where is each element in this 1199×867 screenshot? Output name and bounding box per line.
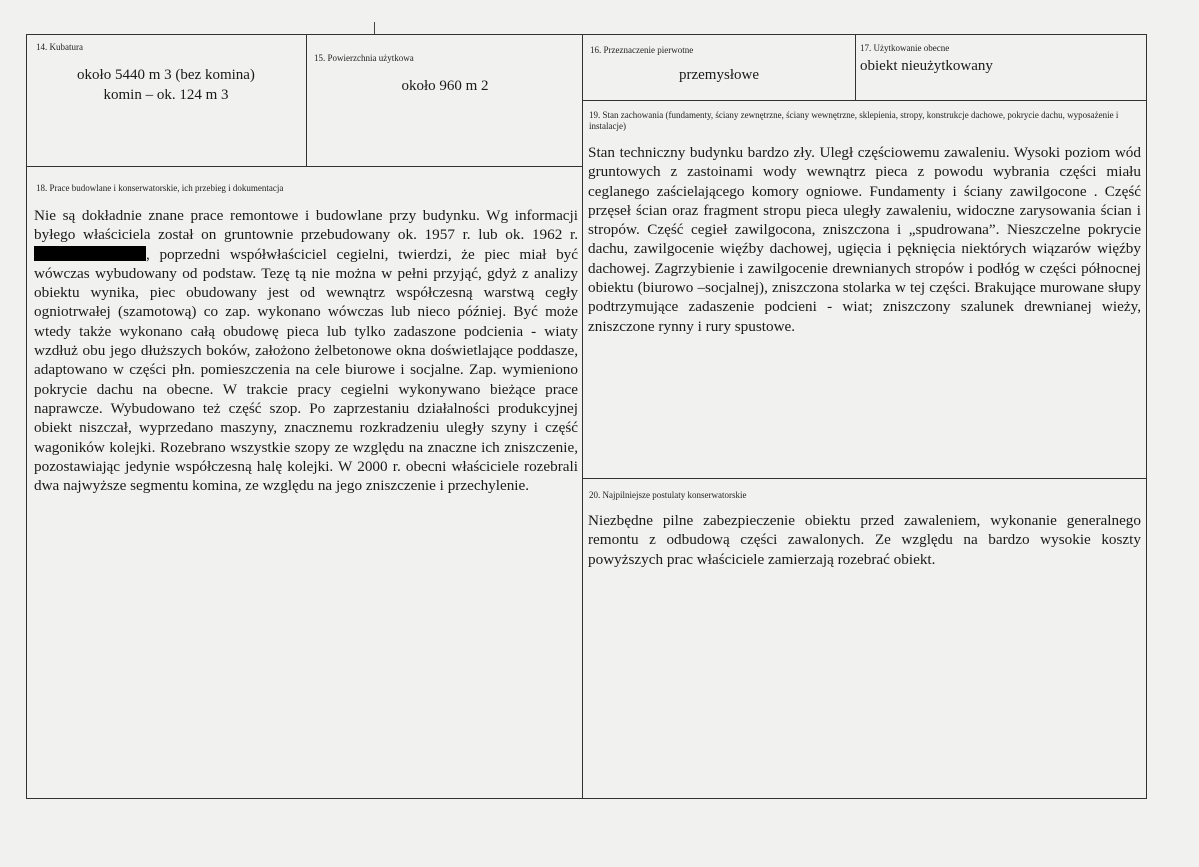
- section-20-label: 20. Najpilniejsze postulaty konserwatorskie: [589, 490, 747, 500]
- section-19-label: 19. Stan zachowania (fundamenty, ściany zewnętrzne, ściany wewnętrzne, sklepienia, stropy, konstrukcje dachowe, pokrycie dachu, wyposażenie i instalacje): [589, 110, 1119, 131]
- section-18-label: 18. Prace budowlane i konserwatorskie, ich przebieg i dokumentacja: [36, 183, 284, 193]
- section-14-line2: komin – ok. 124 m 3: [103, 87, 229, 103]
- divider-row-19: [582, 100, 1147, 101]
- section-14-line1: około 5440 m 3 (bez komina): [77, 67, 255, 83]
- redaction-bar: [34, 246, 146, 261]
- section-17-label: 17. Użytkowanie obecne: [860, 43, 950, 53]
- section-16-value: przemysłowe: [679, 67, 759, 83]
- section-19-text: Stan techniczny budynku bardzo zły. Uległ częściowemu zawaleniu. Wysoki poziom wód gruntowych z zastoinami wody wewnątrz pieca z powodu wybrania części miału ceglanego zaścielającego komory ogniowe. Fundamenty i ściany zawilgocone . Część przęseł ścian oraz fragment stropu pieca uległy zawaleniu, widoczne zarysowania ścian i stropów. Część cegieł zawilgocona, zniszczona i „spudrowana”. Nieszczelne pokrycie dachu, zawilgocenie więźby dachowej, ugięcia i pęknięcia niektórych wiązarów więźby dachowej. Zagrzybienie i zawilgocenie drewnianych stropów i podłóg w części północnej obiektu (biurowo –socjalnej), zniszczona stolarka w tej części. Brakujące murowane słupy podtrzymujące zadaszenie podcieni - wiat; zniszczony szalunek drewnianej wieży, zniszczone rynny i rury spustowe.: [588, 144, 1141, 335]
- divider-16-17: [855, 34, 856, 100]
- section-15-label: 15. Powierzchnia użytkowa: [314, 53, 414, 63]
- top-tick-mark: [374, 22, 375, 34]
- section-14-label: 14. Kubatura: [36, 42, 83, 52]
- section-18-text: [34, 206, 578, 495]
- section-15-value: około 960 m 2: [401, 78, 489, 94]
- section-16-label: 16. Przeznaczenie pierwotne: [590, 45, 694, 55]
- section-18-text-part2: , poprzedni współwłaściciel cegielni, twierdzi, że piec miał być wówczas wybudowany od podstaw. Tezę tą nie można w pełni przyjąć, gdyż z analizy obiektu wynika, piec obudowany jest od wewnątrz współczesną warstwą cegły ogniotrwałej (szamotową) co zap. wykonano wówczas lub nieco później. Być może wtedy także wykonano całą obudowę pieca lub tylko zadaszone podcienia - wiaty wzdłuż obu jego dłuższych boków, założono żelbetonowe okna doświetlające poddasze, adaptowano w części płn. pomieszczenia na cele biurowe i socjalne. Zap. wymieniono pokrycie dachu na obecne. W trakcie pracy cegielni wykonywano bieżące prace naprawcze. Wybudowano też część szop. Po zaprzestaniu działalności produkcyjnej obiekt niszczał, wyprzedano maszyny, znacznemu rozkradzeniu uległy szyny i część wagoników kolejki. Rozebrano wszystkie szopy ze względu na znaczne ich zniszczenie, pozostawiając jedynie współczesną halę kolejki. W 2000 r. obecni właściciele rozebrali dwa najwyższe segmentu komina, ze względu na jego zniszczenie i przechylenie.: [34, 245, 578, 495]
- divider-center: [582, 34, 583, 799]
- divider-14-15: [306, 34, 307, 166]
- divider-row-18: [26, 166, 582, 167]
- section-18-text-part1: Nie są dokładnie znane prace remontowe i budowlane przy budynku. Wg informacji byłego właściciela został on gruntownie przebudowany ok. 1957 r. lub ok. 1962 r.: [34, 207, 578, 244]
- section-20-text: Niezbędne pilne zabezpieczenie obiektu przed zawaleniem, wykonanie generalnego remontu z odbudową części zawalonych. Ze względu na bardzo wysokie koszty powyższych prac właściciele zamierzają rozebrać obiekt.: [588, 512, 1141, 568]
- section-17-value: obiekt nieużytkowany: [860, 58, 993, 74]
- divider-row-20: [582, 478, 1147, 479]
